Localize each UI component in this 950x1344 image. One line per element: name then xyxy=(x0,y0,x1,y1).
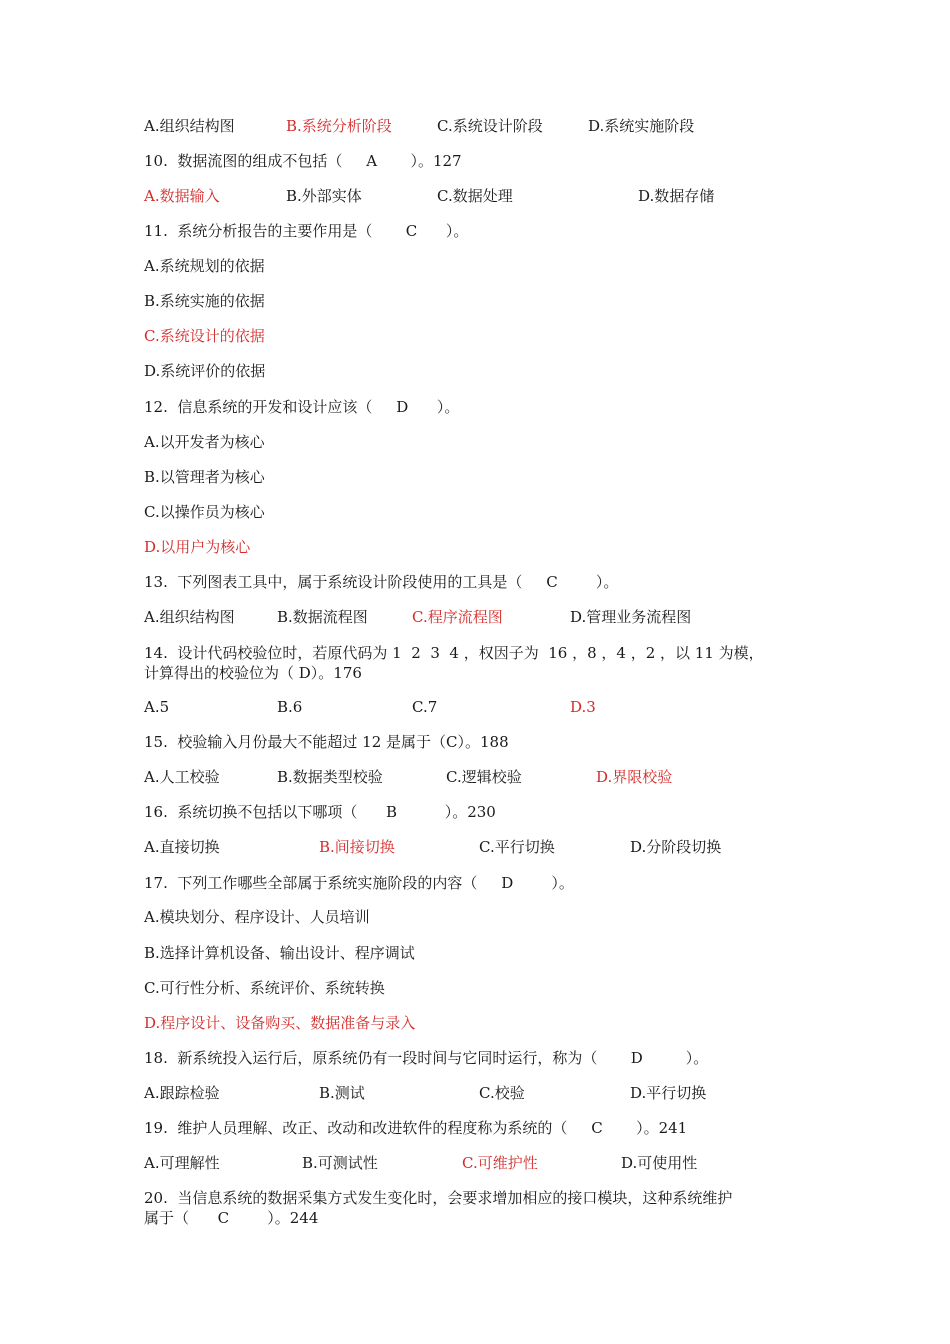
question-text: 15. 校验输入月份最大不能超过 12 是属于（C）。188 xyxy=(144,733,509,751)
answer-option: A.跟踪检验 xyxy=(144,1084,220,1102)
answer-option: D.数据存储 xyxy=(638,187,715,205)
answer-option: B.数据类型校验 xyxy=(277,768,383,786)
answer-option: C.系统设计阶段 xyxy=(437,117,543,135)
answer-option: C.平行切换 xyxy=(479,838,555,856)
answer-option: C.逻辑校验 xyxy=(446,768,522,786)
answer-option: D.管理业务流程图 xyxy=(570,608,692,626)
answer-option: A.模块划分、程序设计、人员培训 xyxy=(144,908,370,926)
answer-option: B.测试 xyxy=(319,1084,365,1102)
question-text: 11. 系统分析报告的主要作用是（ C ）。 xyxy=(144,222,469,240)
answer-option: A.组织结构图 xyxy=(144,608,235,626)
question-text: 12. 信息系统的开发和设计应该（ D ）。 xyxy=(144,398,460,416)
question-text: 17. 下列工作哪些全部属于系统实施阶段的内容（ D ）。 xyxy=(144,874,574,892)
answer-option: B.系统分析阶段 xyxy=(286,117,392,135)
answer-option: D.分阶段切换 xyxy=(630,838,722,856)
answer-option: D.3 xyxy=(570,698,596,716)
answer-option: C.数据处理 xyxy=(437,187,513,205)
answer-option: B.间接切换 xyxy=(319,838,395,856)
question-text: 13. 下列图表工具中，属于系统设计阶段使用的工具是（ C ）。 xyxy=(144,573,619,591)
answer-option: A.人工校验 xyxy=(144,768,220,786)
answer-option: A.数据输入 xyxy=(144,187,220,205)
question-text: 19. 维护人员理解、改正、改动和改进软件的程度称为系统的（ C ）。241 xyxy=(144,1119,688,1137)
answer-option: B.外部实体 xyxy=(286,187,362,205)
answer-option: A.直接切换 xyxy=(144,838,220,856)
answer-option: C.程序流程图 xyxy=(412,608,503,626)
answer-option: C.可维护性 xyxy=(462,1154,538,1172)
answer-option: C.以操作员为核心 xyxy=(144,503,265,521)
answer-option: A.系统规划的依据 xyxy=(144,257,265,275)
answer-option: D.平行切换 xyxy=(630,1084,707,1102)
question-text-continued: 计算得出的校验位为（ D）。176 xyxy=(144,664,362,682)
answer-option: C.系统设计的依据 xyxy=(144,327,265,345)
answer-option: D.可使用性 xyxy=(621,1154,698,1172)
answer-option: D.以用户为核心 xyxy=(144,538,251,556)
answer-option: B.6 xyxy=(277,698,303,716)
answer-option: B.系统实施的依据 xyxy=(144,292,265,310)
question-text: 18. 新系统投入运行后，原系统仍有一段时间与它同时运行，称为（ D ）。 xyxy=(144,1049,709,1067)
answer-option: B.数据流程图 xyxy=(277,608,368,626)
question-text: 16. 系统切换不包括以下哪项（ B ）。230 xyxy=(144,803,496,821)
answer-option: D.界限校验 xyxy=(596,768,673,786)
answer-option: C.可行性分析、系统评价、系统转换 xyxy=(144,979,385,997)
answer-option: C.校验 xyxy=(479,1084,525,1102)
answer-option: C.7 xyxy=(412,698,438,716)
question-text: 10. 数据流图的组成不包括（ A ）。127 xyxy=(144,152,462,170)
answer-option: A.组织结构图 xyxy=(144,117,235,135)
answer-option: B.选择计算机设备、输出设计、程序调试 xyxy=(144,944,415,962)
answer-option: A.5 xyxy=(144,698,170,716)
answer-option: B.以管理者为核心 xyxy=(144,468,265,486)
answer-option: A.以开发者为核心 xyxy=(144,433,265,451)
question-text: 14. 设计代码校验位时，若原代码为 1 2 3 4 ，权因子为 16 ，8 ，4 ，2 ，以 11 为模， xyxy=(144,644,764,662)
answer-option: B.可测试性 xyxy=(302,1154,378,1172)
question-text-continued: 属于（ C ）。244 xyxy=(144,1209,319,1227)
answer-option: D.系统实施阶段 xyxy=(588,117,695,135)
answer-option: D.系统评价的依据 xyxy=(144,362,266,380)
question-text: 20. 当信息系统的数据采集方式发生变化时，会要求增加相应的接口模块，这种系统维护 xyxy=(144,1189,733,1207)
answer-option: D.程序设计、设备购买、数据准备与录入 xyxy=(144,1014,416,1032)
answer-option: A.可理解性 xyxy=(144,1154,220,1172)
